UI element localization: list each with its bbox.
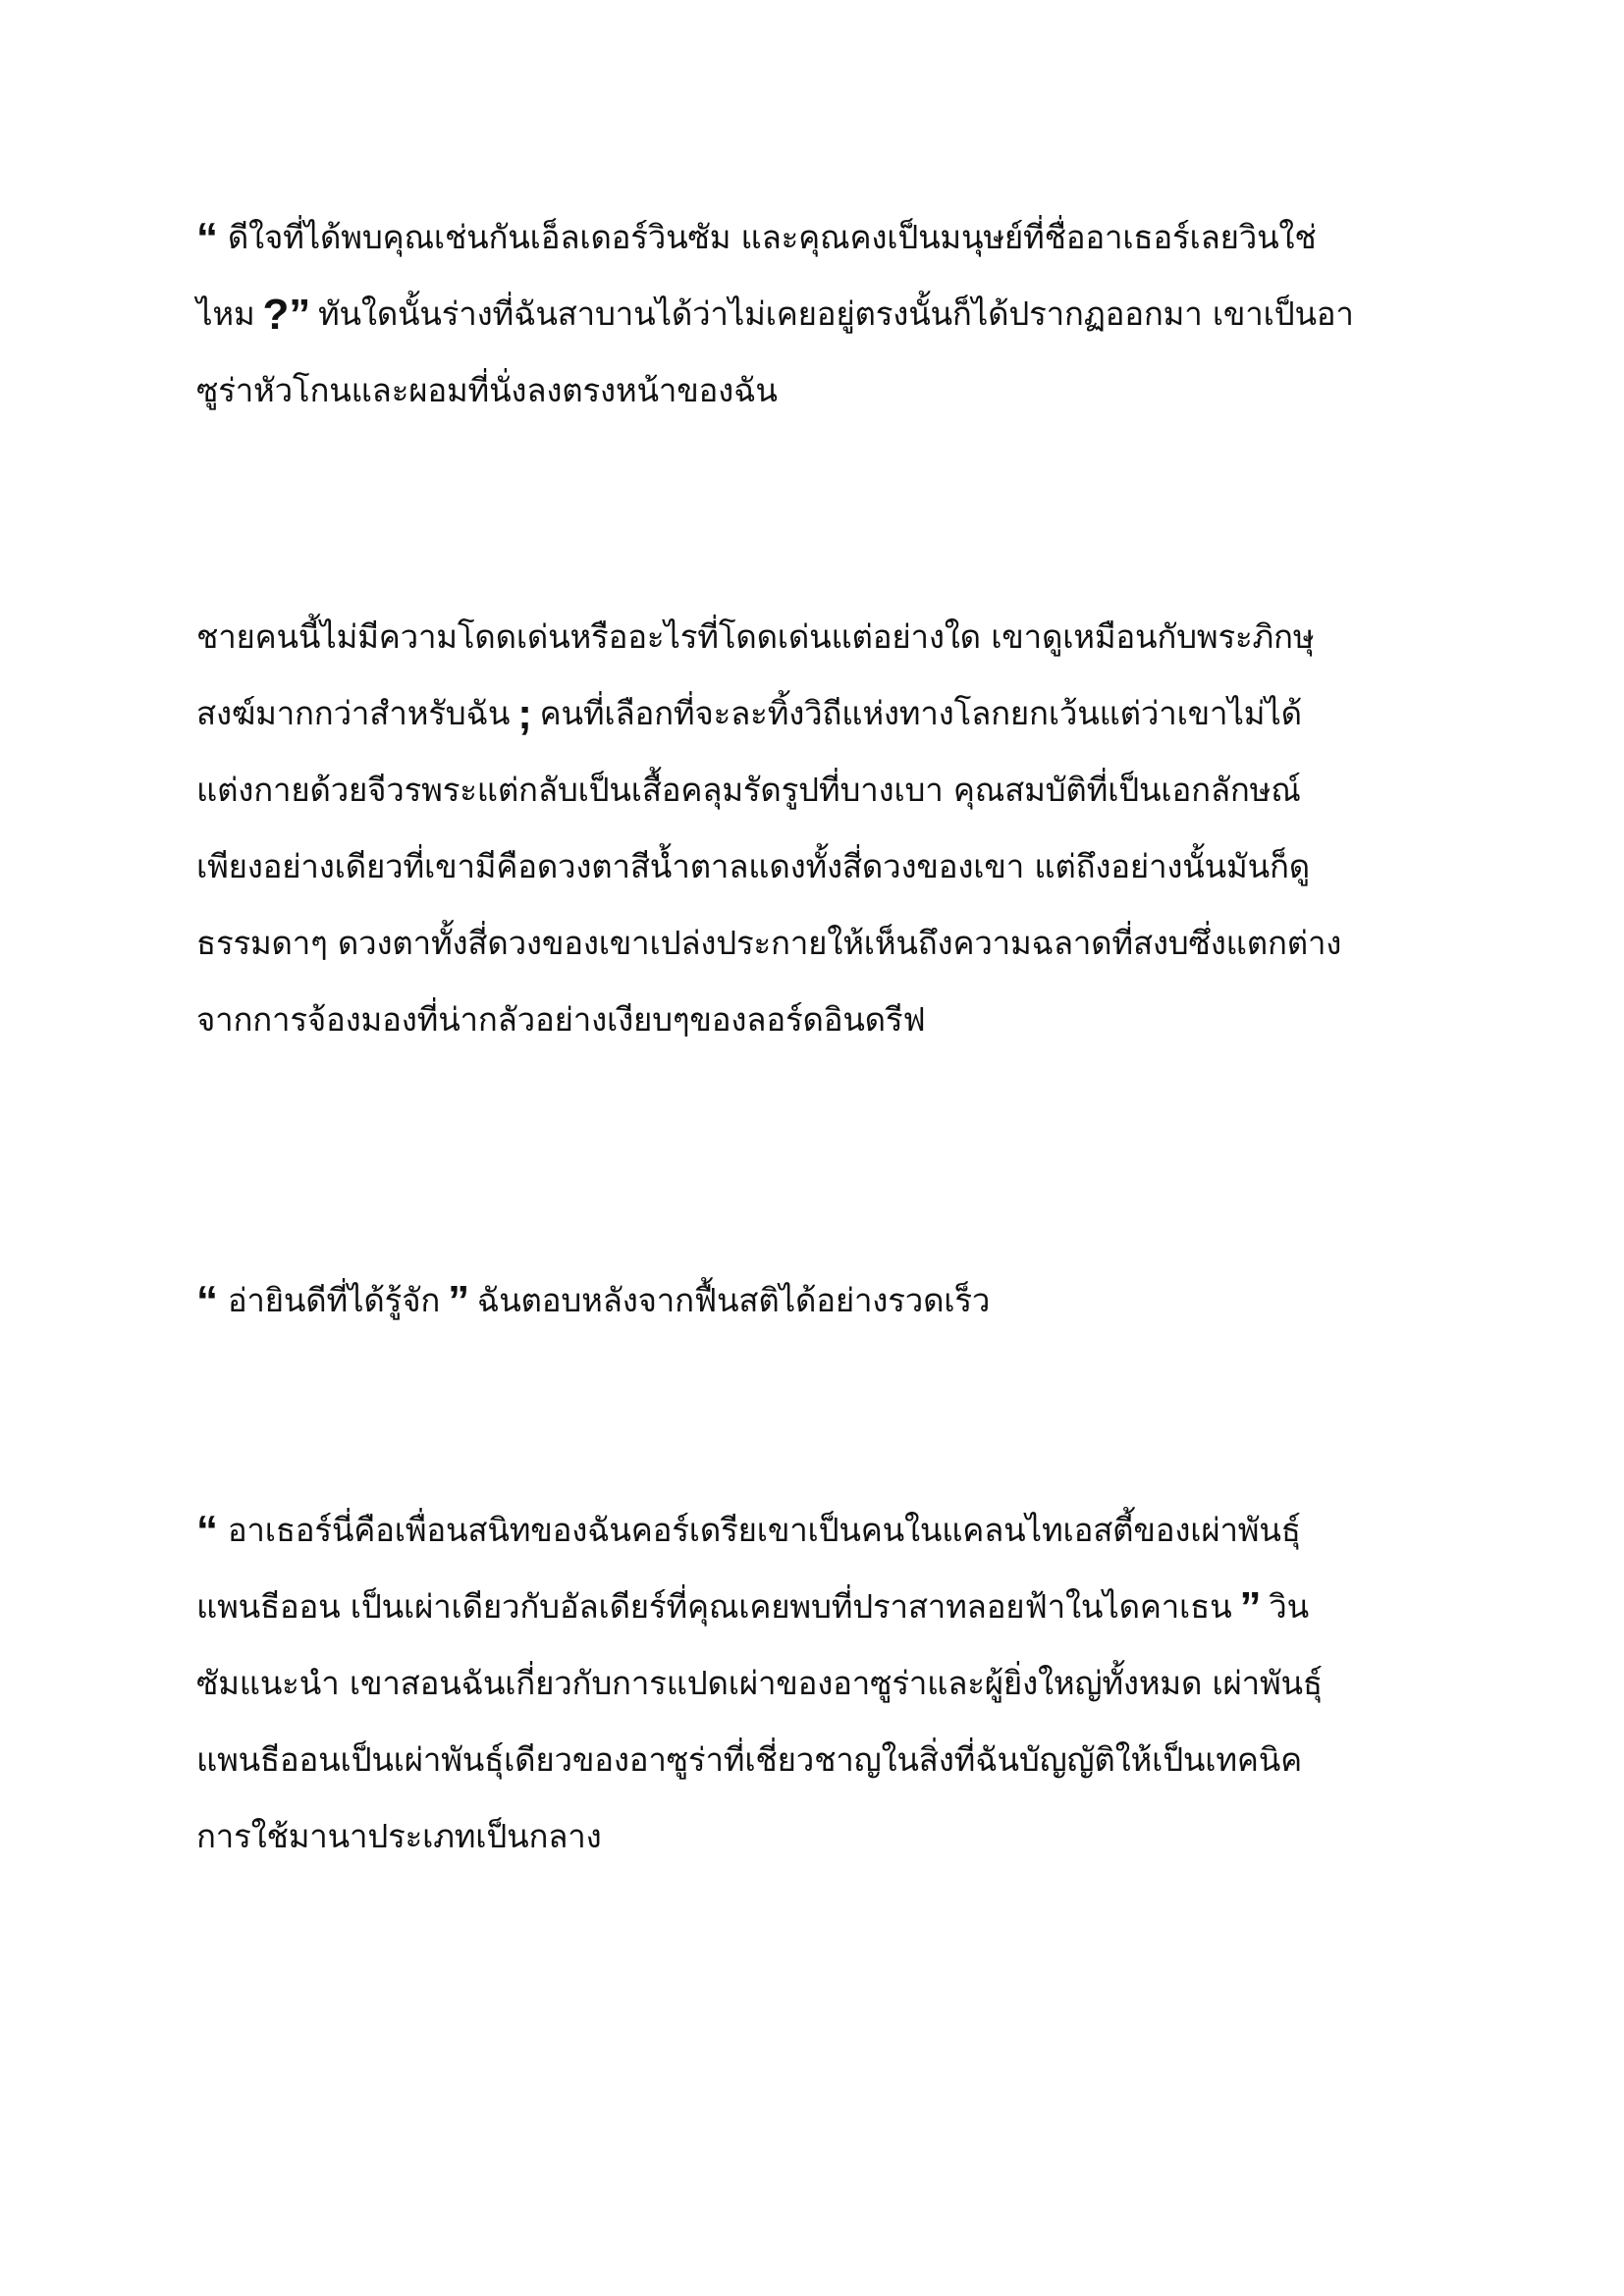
text-line bbox=[196, 1569, 1434, 1645]
paragraph-4 bbox=[196, 1492, 1434, 1875]
open-quote: “ bbox=[196, 1507, 218, 1555]
text-line bbox=[196, 905, 1434, 982]
text-line bbox=[196, 276, 1434, 352]
text-line bbox=[196, 982, 1434, 1058]
punctuation-mark: ?” bbox=[262, 291, 310, 339]
text-line bbox=[196, 599, 1434, 675]
text-line bbox=[196, 1262, 1434, 1339]
line-text: แพนธีออนเป็นเผ่าพันธุ์เดียวของอาซูร่าที่เชี่ยวชาญในสิ่งที่ฉันบัญญัติให้เป็นเทคนิค bbox=[196, 1740, 1303, 1779]
text-line bbox=[196, 1492, 1434, 1569]
line-text: แต่งกายด้วยจีวรพระแต่กลับเป็นเสื้อคลุมรัดรูปที่บางเบา คุณสมบัติที่เป็นเอกลักษณ์ bbox=[196, 771, 1301, 809]
close-quote: ” bbox=[448, 1277, 469, 1325]
text-line bbox=[196, 1722, 1434, 1798]
open-quote: “ bbox=[196, 214, 218, 262]
text-line bbox=[196, 352, 1434, 429]
text-line bbox=[196, 1798, 1434, 1875]
paragraph-1 bbox=[196, 199, 1434, 429]
paragraph-2 bbox=[196, 599, 1434, 1058]
line-text: คนที่เลือกที่จะละทิ้งวิถีแห่งทางโลกยกเว้นแต่ว่าเขาไม่ได้ bbox=[539, 694, 1302, 732]
line-text: ทันใดนั้นร่างที่ฉันสาบานได้ว่าไม่เคยอยู่ตรงนั้นก็ได้ปรากฏออกมา เขาเป็นอา bbox=[318, 294, 1354, 333]
line-text: วิน bbox=[1269, 1587, 1309, 1626]
text-line bbox=[196, 675, 1434, 752]
line-text: แพนธีออน เป็นเผ่าเดียวกับอัลเดียร์ที่คุณเคยพบที่ปราสาทลอยฟ้าในไดคาเธน bbox=[196, 1587, 1232, 1626]
line-text: จากการจ้องมองที่น่ากลัวอย่างเงียบๆของลอร์ดอินดรีฟ bbox=[196, 1000, 926, 1039]
text-line bbox=[196, 828, 1434, 905]
open-quote: “ bbox=[196, 1277, 218, 1325]
line-text: ไหม bbox=[196, 294, 255, 333]
text-line bbox=[196, 1645, 1434, 1722]
text-line bbox=[196, 752, 1434, 828]
line-text: ธรรมดาๆ ดวงตาทั้งสี่ดวงของเขาเปล่งประกายให้เห็นถึงความฉลาดที่สงบซึ่งแตกต่าง bbox=[196, 924, 1342, 962]
line-text: เพียงอย่างเดียวที่เขามีคือดวงตาสีน้ำตาลแดงทั้งสี่ดวงของเขา แต่ถึงอย่างนั้นมันก็ดู bbox=[196, 847, 1310, 885]
line-text: ฉันตอบหลังจากฟื้นสติได้อย่างรวดเร็ว bbox=[476, 1281, 991, 1319]
line-text: การใช้มานาประเภทเป็นกลาง bbox=[196, 1817, 602, 1855]
text-line bbox=[196, 199, 1434, 276]
line-text: ซูร่าหัวโกนและผอมที่นั่งลงตรงหน้าของฉัน bbox=[196, 371, 778, 409]
line-text: อาเธอร์นี่คือเพื่อนสนิทของฉันคอร์เดรียเขาเป็นคนในแคลนไทเอสตี้ของเผ่าพันธุ์ bbox=[227, 1511, 1301, 1549]
line-text: ชายคนนี้ไม่มีความโดดเด่นหรืออะไรที่โดดเด่นแต่อย่างใด เขาดูเหมือนกับพระภิกษุ bbox=[196, 617, 1315, 656]
line-text: อ่ายินดีที่ได้รู้จัก bbox=[227, 1281, 441, 1319]
line-text: สงฆ์มากกว่าสำหรับฉัน bbox=[196, 694, 511, 732]
punctuation-mark: ; bbox=[517, 690, 532, 738]
line-text: ดีใจที่ได้พบคุณเช่นกันเอ็ลเดอร์วินซัม และคุณคงเป็นมนุษย์ที่ชื่ออาเธอร์เลยวินใช่ bbox=[227, 218, 1317, 256]
close-quote: ” bbox=[1239, 1583, 1262, 1631]
paragraph-3 bbox=[196, 1262, 1434, 1339]
line-text: ซัมแนะนำ เขาสอนฉันเกี่ยวกับการแปดเผ่าของอาซูร่าและผู้ยิ่งใหญ่ทั้งหมด เผ่าพันธุ์ bbox=[196, 1664, 1323, 1702]
